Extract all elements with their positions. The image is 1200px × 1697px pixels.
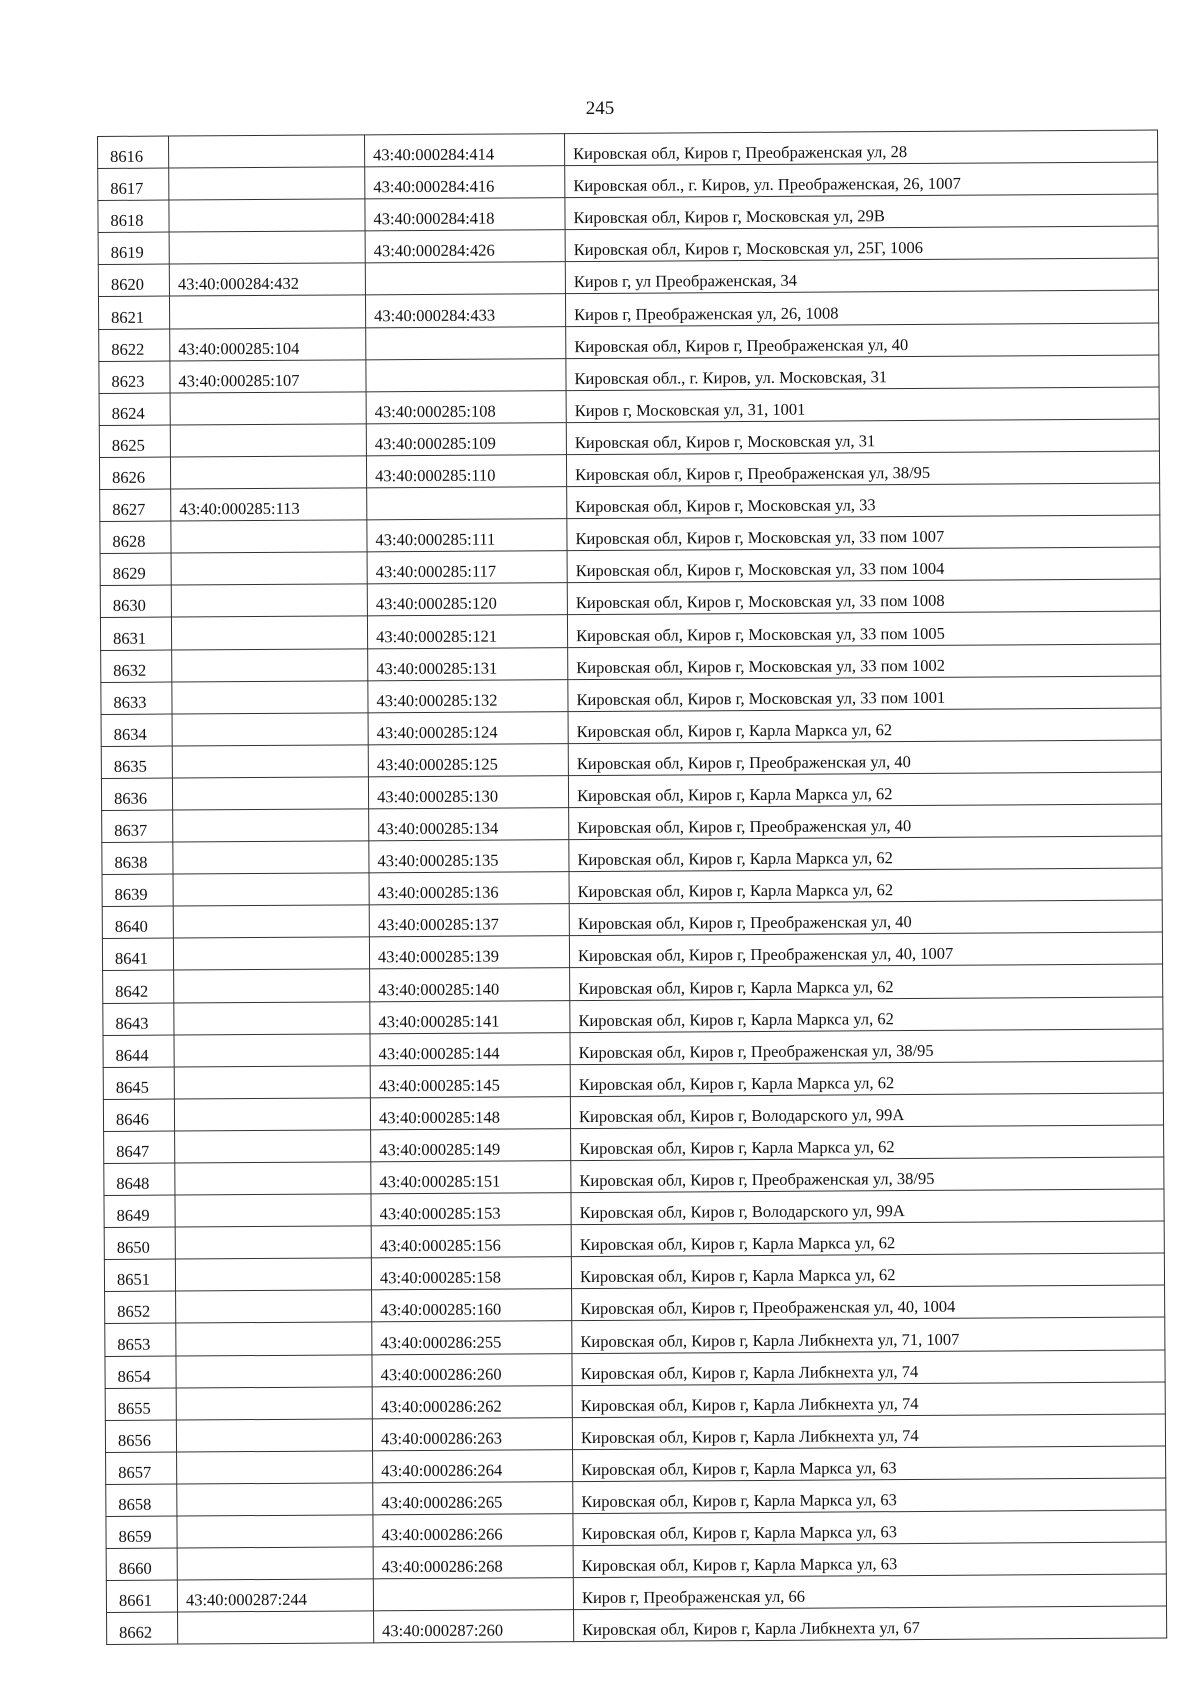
row-number-cell: 8622 bbox=[99, 329, 170, 362]
row-number-cell: 8631 bbox=[100, 617, 171, 650]
address-cell: Киров г, Преображенская ул, 66 bbox=[573, 1574, 1166, 1610]
cadastral-number-cell bbox=[366, 326, 566, 359]
address-cell: Кировская обл, Киров г, Карла Маркса ул, 62 bbox=[571, 1253, 1164, 1289]
cadastral-number-cell: 43:40:000287:244 bbox=[177, 1579, 373, 1612]
cadastral-number-cell: 43:40:000285:111 bbox=[367, 519, 567, 552]
address-cell: Кировская обл, Киров г, Преображенская ул, 40, 1004 bbox=[572, 1285, 1165, 1321]
cadastral-number-cell: 43:40:000285:134 bbox=[369, 808, 569, 841]
cadastral-number-cell: 43:40:000284:433 bbox=[365, 294, 565, 327]
row-number-cell: 8621 bbox=[98, 297, 169, 330]
address-cell: Кировская обл, Киров г, Преображенская ул, 38/95 bbox=[566, 451, 1159, 487]
address-cell: Кировская обл, Киров г, Карла Маркса ул, 62 bbox=[571, 1125, 1164, 1161]
address-cell: Кировская обл, Киров г, Карла Либкнехта ул, 71, 1007 bbox=[572, 1317, 1165, 1353]
cadastral-number-cell bbox=[172, 777, 368, 810]
row-number-cell: 8649 bbox=[104, 1195, 175, 1228]
cadastral-number-cell: 43:40:000285:149 bbox=[371, 1129, 571, 1162]
row-number-cell: 8624 bbox=[99, 393, 170, 426]
cadastral-number-cell: 43:40:000285:144 bbox=[370, 1032, 570, 1065]
address-cell: Кировская обл, Киров г, Карла Маркса ул, 63 bbox=[573, 1446, 1166, 1482]
cadastral-number-cell bbox=[173, 809, 369, 842]
cadastral-number-cell: 43:40:000285:107 bbox=[170, 360, 366, 393]
cadastral-number-cell bbox=[169, 199, 365, 232]
cadastral-number-cell bbox=[171, 520, 367, 553]
cadastral-number-cell: 43:40:000286:260 bbox=[372, 1353, 572, 1386]
cadastral-number-cell: 43:40:000285:121 bbox=[367, 615, 567, 648]
address-cell: Кировская обл, Киров г, Московская ул, 31 bbox=[566, 419, 1159, 455]
cadastral-number-cell: 43:40:000284:416 bbox=[365, 166, 565, 199]
cadastral-number-cell bbox=[171, 584, 367, 617]
row-number-cell: 8617 bbox=[98, 168, 169, 201]
cadastral-number-cell: 43:40:000285:148 bbox=[370, 1096, 570, 1129]
cadastral-number-cell bbox=[175, 1162, 371, 1195]
cadastral-number-cell bbox=[176, 1386, 372, 1419]
address-cell: Кировская обл, Киров г, Преображенская ул, 40, 1007 bbox=[569, 932, 1162, 968]
cadastral-number-cell bbox=[365, 262, 565, 295]
cadastral-number-cell: 43:40:000285:132 bbox=[368, 679, 568, 712]
table-row bbox=[107, 1606, 1167, 1645]
cadastral-number-cell bbox=[173, 873, 369, 906]
row-number-cell: 8642 bbox=[103, 970, 174, 1003]
row-number-cell: 8660 bbox=[106, 1548, 177, 1581]
cadastral-number-cell: 43:40:000285:139 bbox=[369, 936, 569, 969]
address-cell: Киров г, Московская ул, 31, 1001 bbox=[566, 387, 1159, 423]
cadastral-number-cell: 43:40:000285:125 bbox=[368, 743, 568, 776]
cadastral-number-cell bbox=[173, 905, 369, 938]
address-cell: Кировская обл, Киров г, Московская ул, 33 пом 1008 bbox=[567, 579, 1160, 615]
address-cell: Киров г, ул Преображенская, 34 bbox=[565, 258, 1158, 294]
cadastral-number-cell: 43:40:000286:255 bbox=[372, 1321, 572, 1354]
address-cell: Кировская обл, Киров г, Преображенская ул, 28 bbox=[564, 130, 1157, 166]
cadastral-number-cell bbox=[174, 1098, 370, 1131]
address-cell: Кировская обл, Киров г, Московская ул, 33 пом 1007 bbox=[567, 515, 1160, 551]
cadastral-number-cell: 43:40:000285:151 bbox=[371, 1161, 571, 1194]
address-cell: Кировская обл, Киров г, Карла Либкнехта ул, 74 bbox=[572, 1382, 1165, 1418]
cadastral-number-cell: 43:40:000285:160 bbox=[372, 1289, 572, 1322]
cadastral-number-cell bbox=[177, 1483, 373, 1516]
row-number-cell: 8634 bbox=[101, 714, 172, 747]
row-number-cell: 8618 bbox=[98, 200, 169, 233]
address-cell: Киров г, Преображенская ул, 26, 1008 bbox=[565, 290, 1158, 326]
row-number-cell: 8644 bbox=[103, 1035, 174, 1068]
address-cell: Кировская обл, Киров г, Преображенская ул, 40 bbox=[569, 900, 1162, 936]
cadastral-number-cell: 43:40:000285:117 bbox=[367, 551, 567, 584]
address-cell: Кировская обл., г. Киров, ул. Преображенская, 26, 1007 bbox=[565, 162, 1158, 198]
cadastral-number-cell bbox=[177, 1515, 373, 1548]
address-cell: Кировская обл, Киров г, Карла Маркса ул, 62 bbox=[570, 1061, 1163, 1097]
address-cell: Кировская обл, Киров г, Преображенская ул, 38/95 bbox=[570, 1029, 1163, 1065]
row-number-cell: 8628 bbox=[100, 521, 171, 554]
row-number-cell: 8659 bbox=[106, 1516, 177, 1549]
cadastral-number-cell bbox=[174, 1066, 370, 1099]
row-number-cell: 8651 bbox=[104, 1259, 175, 1292]
cadastral-number-cell bbox=[170, 424, 366, 457]
cadastral-number-cell bbox=[174, 1033, 370, 1066]
cadastral-number-cell bbox=[173, 841, 369, 874]
cadastral-number-cell: 43:40:000285:141 bbox=[370, 1000, 570, 1033]
cadastral-number-cell: 43:40:000286:263 bbox=[372, 1417, 572, 1450]
row-number-cell: 8623 bbox=[99, 361, 170, 394]
address-cell: Кировская обл, Киров г, Московская ул, 33 пом 1002 bbox=[568, 644, 1161, 680]
address-cell: Кировская обл, Киров г, Карла Маркса ул, 63 bbox=[573, 1478, 1166, 1514]
property-table bbox=[97, 130, 1167, 1646]
row-number-cell: 8657 bbox=[106, 1452, 177, 1485]
address-cell: Кировская обл, Киров г, Карла Маркса ул, 63 bbox=[573, 1510, 1166, 1546]
address-cell: Кировская обл, Киров г, Карла Маркса ул, 62 bbox=[570, 997, 1163, 1033]
row-number-cell: 8620 bbox=[98, 264, 169, 297]
row-number-cell: 8639 bbox=[102, 874, 173, 907]
address-cell: Кировская обл, Киров г, Преображенская ул, 38/95 bbox=[571, 1157, 1164, 1193]
row-number-cell: 8625 bbox=[99, 425, 170, 458]
cadastral-number-cell bbox=[176, 1354, 372, 1387]
cadastral-number-cell: 43:40:000285:108 bbox=[366, 390, 566, 423]
cadastral-number-cell: 43:40:000285:131 bbox=[368, 647, 568, 680]
cadastral-number-cell bbox=[169, 295, 365, 328]
cadastral-number-cell bbox=[175, 1226, 371, 1259]
cadastral-number-cell bbox=[173, 937, 369, 970]
cadastral-number-cell: 43:40:000284:432 bbox=[169, 263, 365, 296]
address-cell: Кировская обл, Киров г, Карла Маркса ул, 62 bbox=[571, 1221, 1164, 1257]
cadastral-number-cell bbox=[172, 745, 368, 778]
cadastral-number-cell: 43:40:000285:124 bbox=[368, 711, 568, 744]
cadastral-number-cell bbox=[172, 648, 368, 681]
cadastral-number-cell: 43:40:000285:136 bbox=[369, 872, 569, 905]
address-cell: Кировская обл, Киров г, Володарского ул, 99А bbox=[571, 1189, 1164, 1225]
cadastral-number-cell: 43:40:000285:156 bbox=[371, 1225, 571, 1258]
row-number-cell: 8626 bbox=[99, 457, 170, 490]
cadastral-number-cell bbox=[175, 1194, 371, 1227]
row-number-cell: 8632 bbox=[101, 650, 172, 683]
address-cell: Кировская обл, Киров г, Московская ул, 33 bbox=[567, 483, 1160, 519]
cadastral-number-cell: 43:40:000285:158 bbox=[371, 1257, 571, 1290]
cadastral-number-cell bbox=[367, 487, 567, 520]
cadastral-number-cell bbox=[175, 1130, 371, 1163]
address-cell: Кировская обл, Киров г, Карла Маркса ул, 62 bbox=[569, 868, 1162, 904]
address-cell: Кировская обл, Киров г, Карла Маркса ул, 62 bbox=[568, 708, 1161, 744]
address-cell: Кировская обл, Киров г, Карла Маркса ул, 62 bbox=[570, 964, 1163, 1000]
cadastral-number-cell: 43:40:000286:268 bbox=[373, 1546, 573, 1579]
address-cell: Кировская обл, Киров г, Московская ул, 33 пом 1005 bbox=[567, 611, 1160, 647]
cadastral-number-cell bbox=[169, 167, 365, 200]
row-number-cell: 8627 bbox=[100, 489, 171, 522]
row-number-cell: 8648 bbox=[104, 1163, 175, 1196]
cadastral-number-cell bbox=[176, 1290, 372, 1323]
address-cell: Кировская обл, Киров г, Преображенская ул, 40 bbox=[569, 804, 1162, 840]
cadastral-number-cell bbox=[171, 552, 367, 585]
cadastral-number-cell bbox=[177, 1547, 373, 1580]
cadastral-number-cell: 43:40:000285:130 bbox=[368, 776, 568, 809]
cadastral-number-cell: 43:40:000286:262 bbox=[372, 1385, 572, 1418]
address-cell: Кировская обл, Киров г, Карла Маркса ул, 62 bbox=[568, 772, 1161, 808]
cadastral-number-cell: 43:40:000285:153 bbox=[371, 1193, 571, 1226]
address-cell: Кировская обл, Киров г, Московская ул, 33 пом 1001 bbox=[568, 676, 1161, 712]
cadastral-number-cell: 43:40:000284:418 bbox=[365, 198, 565, 231]
cadastral-number-cell bbox=[174, 1001, 370, 1034]
row-number-cell: 8633 bbox=[101, 682, 172, 715]
cadastral-number-cell bbox=[169, 231, 365, 264]
cadastral-number-cell bbox=[172, 680, 368, 713]
cadastral-number-cell bbox=[175, 1258, 371, 1291]
cadastral-number-cell: 43:40:000285:145 bbox=[370, 1064, 570, 1097]
row-number-cell: 8658 bbox=[106, 1484, 177, 1517]
row-number-cell: 8637 bbox=[102, 810, 173, 843]
cadastral-number-cell: 43:40:000285:135 bbox=[369, 840, 569, 873]
cadastral-number-cell: 43:40:000285:104 bbox=[170, 327, 366, 360]
cadastral-number-cell: 43:40:000286:265 bbox=[373, 1482, 573, 1515]
row-number-cell: 8643 bbox=[103, 1003, 174, 1036]
address-cell: Кировская обл, Киров г, Московская ул, 25Г, 1006 bbox=[565, 226, 1158, 262]
cadastral-number-cell: 43:40:000285:109 bbox=[366, 422, 566, 455]
row-number-cell: 8656 bbox=[105, 1420, 176, 1453]
address-cell: Кировская обл, Киров г, Карла Либкнехта ул, 67 bbox=[574, 1606, 1167, 1642]
row-number-cell: 8662 bbox=[107, 1612, 178, 1645]
row-number-cell: 8650 bbox=[104, 1227, 175, 1260]
cadastral-number-cell: 43:40:000285:120 bbox=[367, 583, 567, 616]
cadastral-number-cell: 43:40:000284:414 bbox=[364, 134, 564, 167]
cadastral-number-cell: 43:40:000286:264 bbox=[373, 1449, 573, 1482]
cadastral-number-cell bbox=[170, 392, 366, 425]
address-cell: Кировская обл, Киров г, Карла Либкнехта ул, 74 bbox=[572, 1350, 1165, 1386]
address-cell: Кировская обл, Киров г, Московская ул, 29В bbox=[565, 194, 1158, 230]
address-cell: Кировская обл, Киров г, Преображенская ул, 40 bbox=[566, 323, 1159, 359]
cadastral-number-cell: 43:40:000286:266 bbox=[373, 1514, 573, 1547]
cadastral-number-cell: 43:40:000285:113 bbox=[171, 488, 367, 521]
table-body bbox=[98, 130, 1167, 1645]
address-cell: Кировская обл, Киров г, Карла Маркса ул, 62 bbox=[569, 836, 1162, 872]
cadastral-number-cell: 43:40:000284:426 bbox=[365, 230, 565, 263]
cadastral-number-cell bbox=[171, 616, 367, 649]
cadastral-number-cell bbox=[373, 1578, 573, 1611]
row-number-cell: 8630 bbox=[100, 585, 171, 618]
row-number-cell: 8653 bbox=[105, 1324, 176, 1357]
row-number-cell: 8641 bbox=[102, 938, 173, 971]
page-number: 245 bbox=[585, 98, 615, 119]
address-cell: Кировская обл, Киров г, Володарского ул, 99А bbox=[570, 1093, 1163, 1129]
address-cell: Кировская обл., г. Киров, ул. Московская, 31 bbox=[566, 355, 1159, 391]
cadastral-number-cell bbox=[178, 1611, 374, 1644]
row-number-cell: 8652 bbox=[105, 1291, 176, 1324]
row-number-cell: 8647 bbox=[104, 1131, 175, 1164]
cadastral-number-cell: 43:40:000287:260 bbox=[374, 1610, 574, 1643]
cadastral-number-cell: 43:40:000285:137 bbox=[369, 904, 569, 937]
address-cell: Кировская обл, Киров г, Карла Маркса ул, 63 bbox=[573, 1542, 1166, 1578]
cadastral-number-cell: 43:40:000285:110 bbox=[366, 455, 566, 488]
cadastral-number-cell bbox=[177, 1451, 373, 1484]
row-number-cell: 8645 bbox=[103, 1067, 174, 1100]
row-number-cell: 8661 bbox=[106, 1580, 177, 1613]
row-number-cell: 8655 bbox=[105, 1388, 176, 1421]
row-number-cell: 8619 bbox=[98, 232, 169, 265]
row-number-cell: 8638 bbox=[102, 842, 173, 875]
row-number-cell: 8640 bbox=[102, 906, 173, 939]
row-number-cell: 8646 bbox=[103, 1099, 174, 1132]
cadastral-number-cell bbox=[176, 1419, 372, 1452]
row-number-cell: 8616 bbox=[98, 136, 169, 169]
row-number-cell: 8636 bbox=[101, 778, 172, 811]
address-cell: Кировская обл, Киров г, Преображенская ул, 40 bbox=[568, 740, 1161, 776]
cadastral-number-cell: 43:40:000285:140 bbox=[370, 968, 570, 1001]
row-number-cell: 8629 bbox=[100, 553, 171, 586]
cadastral-number-cell bbox=[174, 969, 370, 1002]
cadastral-number-cell bbox=[169, 135, 365, 168]
address-cell: Кировская обл, Киров г, Московская ул, 33 пом 1004 bbox=[567, 547, 1160, 583]
cadastral-number-cell bbox=[172, 713, 368, 746]
row-number-cell: 8654 bbox=[105, 1356, 176, 1389]
cadastral-number-cell bbox=[170, 456, 366, 489]
address-cell: Кировская обл, Киров г, Карла Либкнехта ул, 74 bbox=[572, 1414, 1165, 1450]
row-number-cell: 8635 bbox=[101, 746, 172, 779]
cadastral-number-cell bbox=[366, 358, 566, 391]
cadastral-number-cell bbox=[176, 1322, 372, 1355]
